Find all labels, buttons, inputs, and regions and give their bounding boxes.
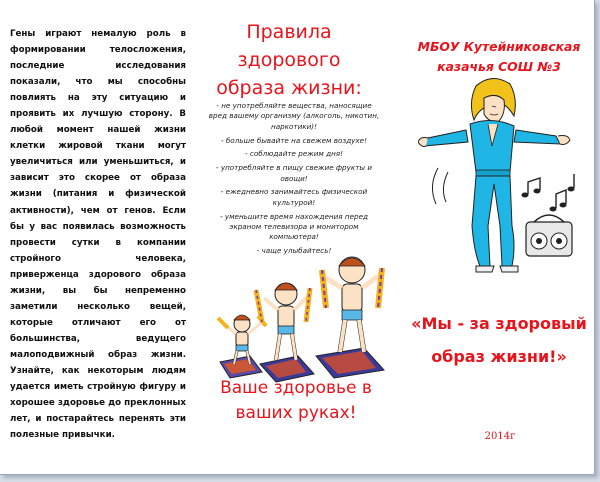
rules-list <box>208 101 380 260</box>
rule-item: - уменьшите время нахождения перед экраном телевизора и монитором компьютера! <box>220 211 368 242</box>
slogan-healthy-lifestyle: «Мы - за здоровый образ жизни!» <box>411 314 587 366</box>
rule-item: - не употребляйте вещества, наносящие вред вашему организму (алкоголь, никотин, наркотики)! <box>208 101 380 131</box>
rule-item: - соблюдайте режим дня! <box>245 149 343 159</box>
rules-title: Правила здорового образа жизни: <box>216 21 362 99</box>
year-label: 2014г <box>484 431 516 442</box>
rule-item: - ежедневно занимайтесь физической культурой! <box>220 187 368 207</box>
rule-item: - употребляйте в пищу свежие фрукты и овощи! <box>215 163 373 183</box>
rule-item: - больше бывайте на свежем воздухе! <box>221 135 367 145</box>
school-name: МБОУ Кутейниковская казачья СОШ №3 <box>417 39 581 74</box>
rule-item: - чаще улыбайтесь! <box>256 246 332 256</box>
children-exercising-icon <box>206 252 392 390</box>
woman-dancing-icon <box>418 76 580 274</box>
boombox-icon <box>526 215 572 256</box>
slogan-health-in-hands: Ваше здоровье в ваших руках! <box>220 378 372 423</box>
intro-paragraph: Гены играют немалую роль в формировании телосложения, последние исследования показали, что мы способны повлиять на эту ситуацию и проявить их лучшую сторону. В любой момент нашей жизни клетки жировой ткани могут увеличиться или уменьшиться, и зависит это скорее от образа жизни (питания и физической активности), чем от генов. Если бы у вас появилась возможность провести сутки в компании стройного человека, приверженца здорового образа жизни, вы бы непременно заметили несколько вещей, которые отличают его от большинства, ведущего малоподвижный образ жизни. Узнайте, как некоторым людям удается иметь стройную фигуру и хорошее здоровье до преклонных лет, и постарайтесь перенять эти полезные привычки. <box>10 29 186 441</box>
